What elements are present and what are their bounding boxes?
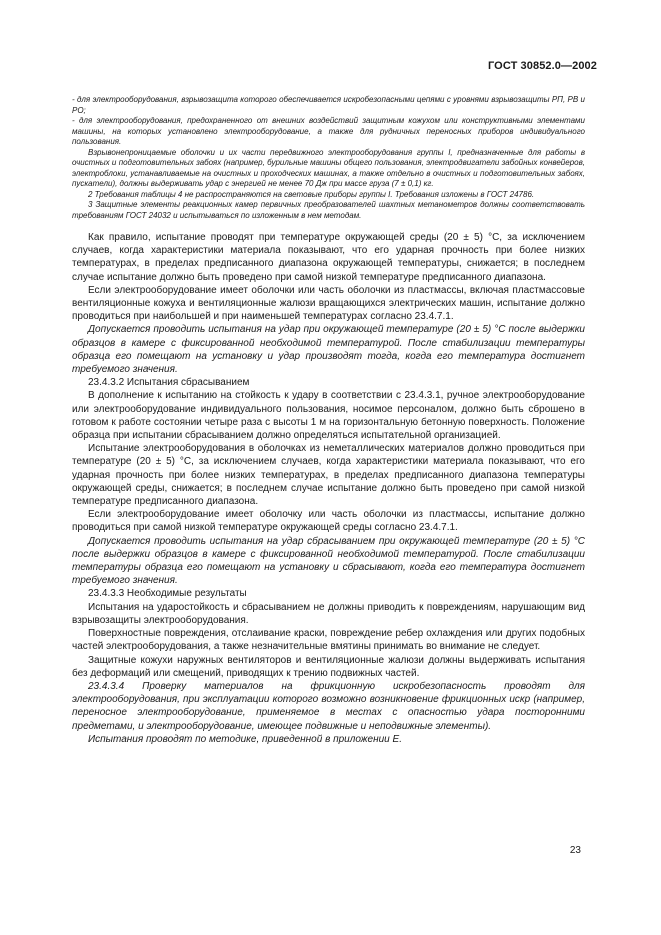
section-heading: 23.4.3.3 Необходимые результаты <box>88 588 247 600</box>
note-line: Взрывонепроницаемые оболочки и их части передвижного электрооборудования группы I, предназначенные для работы в очистных и подготовительных забоях (например, бурильные машины общего пользования, электродвигатели забойных конвейеров, электроблоки, устанавливаемые на очистных и проходческих машинах, а также отдельно в очистных и подготовительных забоях, пускатели), должны выдерживать удар с энергией не менее 70 Дж при массе груза (7 ± 0,1) кг. <box>72 147 585 188</box>
note-line: - для электрооборудования, предохраненного от внешних воздействий защитным кожухом или конструктивными элементами машины, на которых установлено электрооборудование, а также для рудничных переносных приборов индивидуального пользования. <box>72 116 585 146</box>
paragraph: Если электрооборудование имеет оболочку или часть оболочки из пластмассы, испытание должно проводиться при самой низкой температуре окружающей среды согласно 23.4.7.1. <box>72 509 585 534</box>
page-content <box>72 95 585 746</box>
paragraph: Испытание электрооборудования в оболочках из неметаллических материалов должно проводиться при температуре (20 ± 5) °С, за исключением случаев, когда характеристики материала показывают, что его ударная прочность при более низких температурах, в пределах предписанного диапазона температуры окружающей среды, снижается; в последнем случае испытание должно быть проведено при самой низкой температуре предписанного диапазона. <box>72 443 585 508</box>
body-text <box>72 231 585 746</box>
paragraph: Допускается проводить испытания на удар при окружающей температуре (20 ± 5) °С после выдержки образцов в камере с фиксированной необходимой температурой. После стабилизации температуры образца его помещают на установку и удар производят тогда, когда его температура достигнет требуемого значения. <box>72 324 585 376</box>
paragraph: В дополнение к испытанию на стойкость к удару в соответствии с 23.4.3.1, ручное электрооборудование или электрооборудование индивидуального пользования, носимое персоналом, должно быть сброшено в готовом к работе состоянии четыре раза с высоты 1 м на горизонтальную бетонную поверхность. Положение образца при испытании сбрасыванием должно определяться испытательной организацией. <box>72 390 585 442</box>
note-line: - для электрооборудования, взрывозащита которого обеспечивается искробезопасными цепями с уровнями взрывозащиты РП, РВ и РО; <box>72 95 585 115</box>
standard-header: ГОСТ 30852.0—2002 <box>487 60 597 72</box>
note-line: 3 Защитные элементы реакционных камер первичных преобразователей шахтных метанометров должны соответствовать требованиям ГОСТ 24032 и испытываться по изложенным в нем методам. <box>72 200 585 220</box>
section-heading: 23.4.3.2 Испытания сбрасыванием <box>88 377 250 389</box>
paragraph: Защитные кожухи наружных вентиляторов и вентиляционные жалюзи должны выдерживать испытания без деформаций или смещений, приводящих к трению подвижных частей. <box>72 654 585 679</box>
paragraph: 23.4.3.4 Проверку материалов на фрикционную искробезопасность проводят для электрооборудования, при эксплуатации которого возможно возникновение фрикционных искр (например, переносное электрооборудование, применяемое в местах с опасностью удара посторонними предметами, и электрооборудование, имеющее подвижные и неподвижные элементы). <box>72 680 585 732</box>
paragraph: Испытания проводят по методике, приведенной в приложении Е. <box>88 733 402 745</box>
page-number: 23 <box>569 845 581 856</box>
note-line: 2 Требования таблицы 4 не распространяются на световые приборы группы I. Требования изложены в ГОСТ 24786. <box>88 189 535 199</box>
paragraph: Поверхностные повреждения, отслаивание краски, повреждение ребер охлаждения или других подобных частей электрооборудования, а также незначительные вмятины принимать во внимание не следует. <box>72 628 585 653</box>
paragraph: Допускается проводить испытания на удар сбрасыванием при окружающей температуре (20 ± 5) °С после выдержки образцов в камере с фиксированной необходимой температурой. После стабилизации температуры образца его помещают на установку и сбрасывают, когда его температура достигнет требуемого значения. <box>72 535 585 587</box>
paragraph: Испытания на ударостойкость и сбрасыванием не должны приводить к повреждениям, нарушающим вид взрывозащиты электрооборудования. <box>72 601 585 626</box>
paragraph: Как правило, испытание проводят при температуре окружающей среды (20 ± 5) °С, за исключением случаев, когда характеристики материала показывают, что его ударная прочность при более низких температурах, в пределах предписанного диапазона окружающей температуры, снижается; в последнем случае испытание должно быть проведено при самой низкой температуре предписанного диапазона. <box>72 232 585 283</box>
paragraph: Если электрооборудование имеет оболочки или часть оболочки из пластмассы, включая пластмассовые вентиляционные кожуха и вентиляционные жалюзи вращающихся электрических машин, испытание должно проводиться при наибольшей и при наименьшей температурах согласно 23.4.7.1. <box>72 284 585 323</box>
table-notes <box>72 95 585 221</box>
